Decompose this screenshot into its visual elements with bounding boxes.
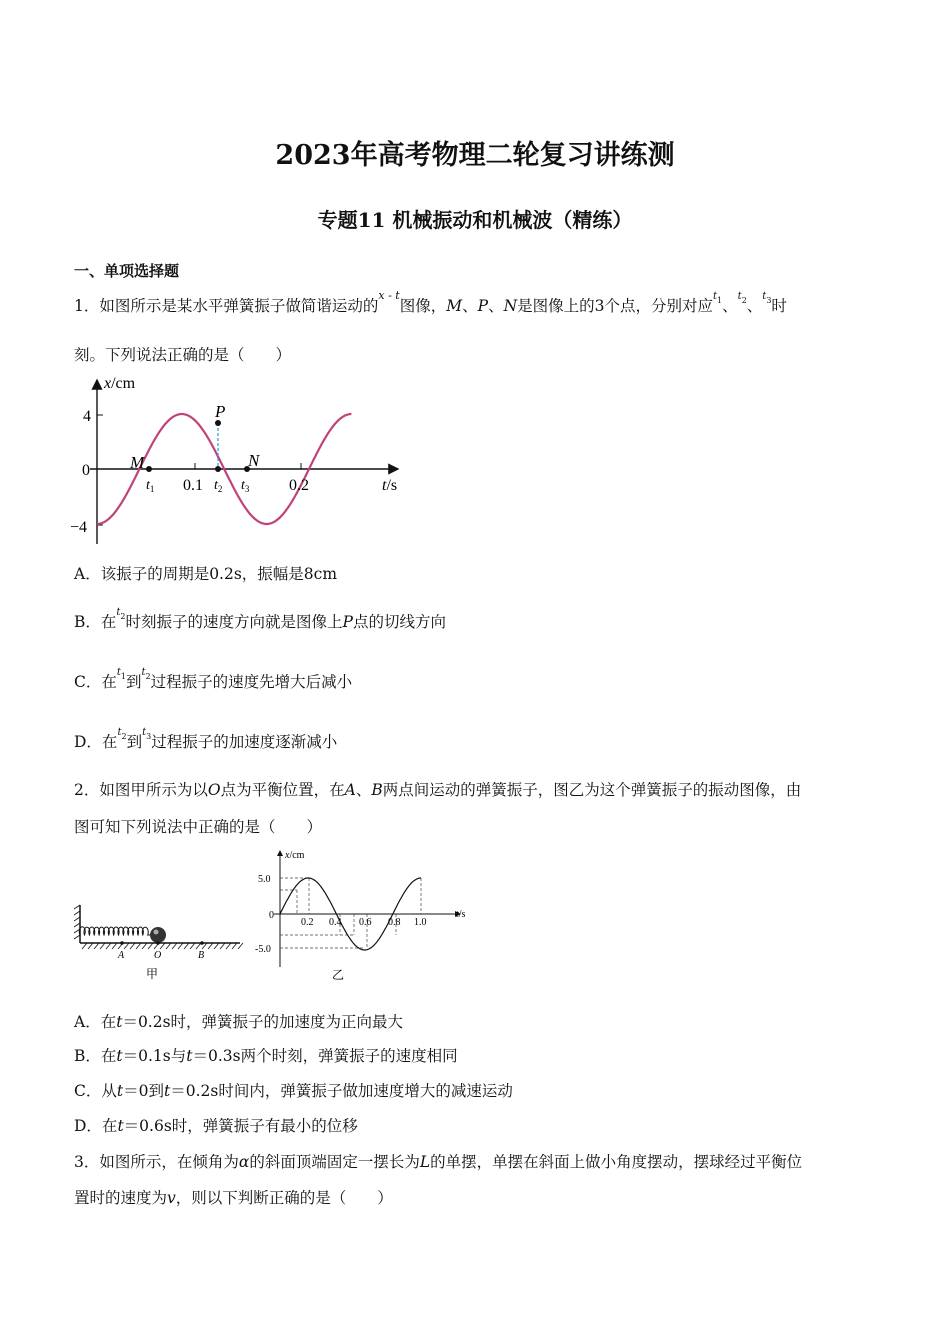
point-m: [146, 466, 152, 472]
section-heading: 一、单项选择题: [74, 262, 180, 280]
label-a: A: [118, 950, 125, 961]
y-label: x/cm: [285, 850, 305, 861]
q2-option-d[interactable]: D．在t＝0.6s时，弹簧振子有最小的位移: [74, 1117, 358, 1135]
q1-option-a[interactable]: A．该振子的周期是0.2s，振幅是8cm: [74, 565, 338, 583]
tick-t04: 0.4: [329, 917, 342, 928]
tick-y-neg4: −4: [70, 519, 88, 536]
q2-option-c[interactable]: C．从t＝0到t＝0.2s时间内，弹簧振子做加速度增大的减速运动: [74, 1082, 513, 1100]
q3-stem-line2: 置时的速度为v，则以下判断正确的是（ ）: [74, 1189, 393, 1207]
tick-x-01: 0.1: [183, 477, 203, 494]
label-n: N: [248, 451, 260, 470]
label-t3: $t_3$: [241, 478, 250, 494]
ball: [150, 927, 166, 943]
point-t2: [215, 466, 221, 472]
label-t2: $t_2$: [214, 478, 223, 494]
q1-xt-graph: [70, 372, 410, 552]
tick-x-02: 0.2: [289, 477, 309, 494]
label-o: O: [154, 950, 162, 961]
caption-yi: 乙: [332, 968, 345, 982]
label-t1: $t_1$: [146, 478, 155, 494]
q2-spring-figure: [74, 895, 246, 990]
caption-jia: 甲: [146, 967, 159, 981]
tick-0: 0: [269, 910, 274, 921]
tick-t06: 0.6: [359, 917, 372, 928]
document-title: 2023年高考物理二轮复习讲练测: [275, 140, 675, 171]
q2-stem-line2: 图可知下列说法中正确的是（ ）: [74, 818, 323, 836]
label-p: P: [215, 402, 226, 421]
q1-option-b[interactable]: B．在$^{t_2}$时刻振子的速度方向就是图像上P点的切线方向: [74, 607, 446, 631]
tick-t02: 0.2: [301, 917, 314, 928]
tick-t08: 0.8: [388, 917, 401, 928]
q2-stem-line1: 2．如图甲所示为以O点为平衡位置，在A、B两点间运动的弹簧振子，图乙为这个弹簧振子的振动图像，由: [74, 781, 802, 799]
label-b: B: [198, 950, 205, 961]
y-axis-label: x/cm: [104, 375, 136, 392]
q3-stem-line1: 3．如图所示，在倾角为α的斜面顶端固定一摆长为L的单摆，单摆在斜面上做小角度摆动，摆球经过平衡位: [74, 1153, 803, 1171]
x-axis-label: t/s: [382, 477, 398, 494]
q1-stem-line2: 刻。下列说法正确的是（ ）: [74, 346, 292, 364]
document-subtitle: 专题11 机械振动和机械波（精练）: [317, 208, 633, 232]
label-m: M: [130, 453, 145, 472]
q2-vibration-graph: [252, 845, 477, 985]
q1-option-c[interactable]: C．在$^{t_1}$到$^{t_2}$过程振子的速度先增大后减小: [74, 667, 353, 691]
x-label: t/s: [456, 909, 466, 920]
q2-option-a[interactable]: A．在t＝0.2s时，弹簧振子的加速度为正向最大: [74, 1013, 404, 1031]
q1-stem-line1: 1．如图所示是某水平弹簧振子做简谐运动的$^{x - t}$图像，M、P、N是图像上的3个点，分别对应$^{t_1}$、$^{t_2}$、$^{t_3}$时: [74, 289, 787, 315]
spring: [79, 927, 150, 935]
tick-neg5: -5.0: [255, 944, 271, 955]
tick-t10: 1.0: [414, 917, 427, 928]
tick-y-0: 0: [82, 462, 90, 479]
q1-option-d[interactable]: D．在$^{t_2}$到$^{t_3}$过程振子的加速度逐渐减小: [74, 727, 338, 751]
q2-option-b[interactable]: B．在t＝0.1s与t＝0.3s两个时刻，弹簧振子的速度相同: [74, 1047, 458, 1065]
tick-y-4: 4: [83, 408, 91, 425]
tick-5: 5.0: [258, 874, 271, 885]
